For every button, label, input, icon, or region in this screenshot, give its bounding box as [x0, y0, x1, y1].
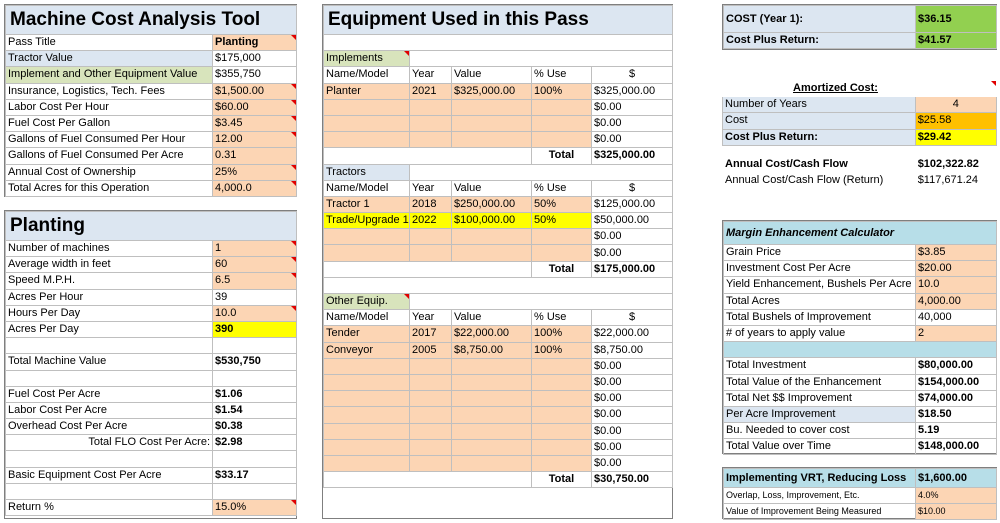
dollars-cell: $8,750.00	[592, 342, 673, 358]
total-machine-value-label: Total Machine Value	[6, 354, 213, 370]
name-input[interactable]: Conveyor	[324, 342, 410, 358]
year-input[interactable]	[410, 99, 452, 115]
hours-per-day-input[interactable]: 10.0	[213, 305, 297, 321]
labor-cost-input[interactable]: $60.00	[213, 99, 297, 115]
use-input[interactable]: 100%	[532, 342, 592, 358]
spacer-row	[324, 35, 673, 51]
implement-row	[324, 132, 673, 148]
return-pct-label: Return %	[6, 500, 213, 516]
use-input[interactable]	[532, 407, 592, 423]
dollars-cell: $0.00	[592, 374, 673, 390]
other-equip-row	[324, 358, 673, 374]
value-improvement-input[interactable]: $10.00	[916, 504, 997, 520]
name-input[interactable]: Tender	[324, 326, 410, 342]
other-total-label: Total	[532, 472, 592, 488]
implement-row	[324, 99, 673, 115]
year-input[interactable]: 2005	[410, 342, 452, 358]
basic-equip-cost-label: Basic Equipment Cost Per Acre	[6, 467, 213, 483]
bu-needed-label: Bu. Needed to cover cost	[724, 423, 916, 439]
value-input[interactable]	[452, 439, 532, 455]
amortized-cpr-label: Cost Plus Return:	[723, 129, 916, 145]
blank-cell	[213, 338, 297, 354]
overlap-loss-label: Overlap, Loss, Improvement, Etc.	[724, 488, 916, 504]
name-input[interactable]: Planter	[324, 83, 410, 99]
planting-title: Planting	[6, 212, 297, 241]
margin-calc-panel	[722, 220, 997, 454]
fuel-per-hour-input[interactable]: 12.00	[213, 132, 297, 148]
dollars-cell: $50,000.00	[592, 213, 673, 229]
year-input[interactable]	[410, 229, 452, 245]
annual-cashflow-value: $102,322.82	[917, 157, 979, 170]
implement-value-cell: $355,750	[213, 67, 297, 83]
amortized-cost-value: $25.58	[915, 113, 996, 129]
use-input[interactable]: 50%	[532, 196, 592, 212]
cost-summary-panel	[722, 4, 997, 50]
spacer-cell	[410, 51, 673, 67]
vrt-title: Implementing VRT, Reducing Loss	[724, 469, 916, 488]
col-header-year: Year	[410, 310, 452, 326]
hours-per-day-label: Hours Per Day	[6, 305, 213, 321]
implements-total-label: Total	[532, 148, 592, 164]
spacer-row	[723, 145, 997, 156]
name-input[interactable]: Trade/Upgrade 1	[324, 213, 410, 229]
total-bushels-value: 40,000	[916, 309, 997, 325]
cost-year1-value: $36.15	[916, 6, 997, 33]
use-input[interactable]	[532, 245, 592, 261]
net-improvement-label: Total Net $$ Improvement	[724, 390, 916, 406]
yield-enhancement-label: Yield Enhancement, Bushels Per Acre	[724, 277, 916, 293]
avg-width-label: Average width in feet	[6, 257, 213, 273]
machine-cost-panel	[4, 4, 297, 197]
spacer-cell	[324, 148, 532, 164]
dollars-cell: $0.00	[592, 439, 673, 455]
margin-total-acres-label: Total Acres	[724, 293, 916, 309]
total-machine-value-cell: $530,750	[213, 354, 297, 370]
value-input[interactable]: $22,000.00	[452, 326, 532, 342]
name-input[interactable]	[324, 132, 410, 148]
year-input[interactable]: 2021	[410, 83, 452, 99]
basic-equip-cost-cell: $33.17	[213, 467, 297, 483]
name-input[interactable]	[324, 374, 410, 390]
col-header-name: Name/Model	[324, 310, 410, 326]
use-input[interactable]	[532, 423, 592, 439]
dollars-cell: $0.00	[592, 391, 673, 407]
other-equip-row	[324, 423, 673, 439]
use-input[interactable]	[532, 115, 592, 131]
avg-width-input[interactable]: 60	[213, 257, 297, 273]
col-header-value: Value	[452, 67, 532, 83]
use-input[interactable]: 100%	[532, 83, 592, 99]
vrt-panel	[722, 467, 997, 519]
tractor-row	[324, 196, 673, 212]
num-years-label: Number of Years	[723, 97, 916, 113]
dollars-cell: $0.00	[592, 407, 673, 423]
blank-row	[6, 451, 213, 467]
acres-per-day-cell: 390	[213, 321, 297, 337]
use-input[interactable]	[532, 99, 592, 115]
col-header-dollars: $	[592, 310, 673, 326]
blank-row	[6, 483, 213, 499]
value-input[interactable]: $8,750.00	[452, 342, 532, 358]
cost-plus-return-label: Cost Plus Return:	[724, 33, 916, 49]
acres-per-hour-label: Acres Per Hour	[6, 289, 213, 305]
year-input[interactable]	[410, 358, 452, 374]
acres-per-day-label: Acres Per Day	[6, 321, 213, 337]
equipment-panel	[322, 4, 673, 519]
other-equip-row	[324, 439, 673, 455]
other-equip-label: Other Equip.	[324, 294, 410, 310]
dollars-cell: $0.00	[592, 423, 673, 439]
col-header-year: Year	[410, 180, 452, 196]
overhead-per-acre-cell: $0.38	[213, 419, 297, 435]
value-input[interactable]	[452, 245, 532, 261]
value-input[interactable]	[452, 407, 532, 423]
bu-needed-value: 5.19	[916, 423, 997, 439]
year-input[interactable]	[410, 115, 452, 131]
use-input[interactable]	[532, 439, 592, 455]
use-input[interactable]	[532, 358, 592, 374]
other-equip-row	[324, 374, 673, 390]
ownership-label: Annual Cost of Ownership	[6, 164, 213, 180]
other-equip-row	[324, 391, 673, 407]
dollars-cell: $0.00	[592, 229, 673, 245]
ownership-input[interactable]: 25%	[213, 164, 297, 180]
value-input[interactable]	[452, 374, 532, 390]
other-equip-row	[324, 326, 673, 342]
implements-label: Implements	[324, 51, 410, 67]
tractors-label: Tractors	[324, 164, 410, 180]
pass-title-label: Pass Title	[6, 35, 213, 51]
implement-row	[324, 83, 673, 99]
year-input[interactable]	[410, 423, 452, 439]
implement-row	[324, 115, 673, 131]
grain-price-input[interactable]: $3.85	[916, 245, 997, 261]
dollars-cell: $0.00	[592, 455, 673, 471]
year-input[interactable]	[410, 132, 452, 148]
investment-cost-label: Investment Cost Per Acre	[724, 261, 916, 277]
use-input[interactable]	[532, 391, 592, 407]
value-input[interactable]: $250,000.00	[452, 196, 532, 212]
speed-input[interactable]: 6.5	[213, 273, 297, 289]
name-input[interactable]	[324, 439, 410, 455]
insurance-input[interactable]: $1,500.00	[213, 83, 297, 99]
flo-cost-label: Total FLO Cost Per Acre:	[6, 435, 213, 451]
fuel-cost-input[interactable]: $3.45	[213, 115, 297, 131]
overhead-per-acre-label: Overhead Cost Per Acre	[6, 419, 213, 435]
name-input[interactable]	[324, 455, 410, 471]
annual-cashflow-label: Annual Cost/Cash Flow	[725, 157, 848, 170]
use-input[interactable]	[532, 374, 592, 390]
blank-row	[6, 370, 213, 386]
years-apply-label: # of years to apply value	[724, 325, 916, 341]
dollars-cell: $0.00	[592, 132, 673, 148]
dollars-cell: $0.00	[592, 245, 673, 261]
insurance-label: Insurance, Logistics, Tech. Fees	[6, 83, 213, 99]
total-acres-label: Total Acres for this Operation	[6, 180, 213, 196]
dollars-cell: $22,000.00	[592, 326, 673, 342]
labor-per-acre-cell: $1.54	[213, 402, 297, 418]
value-input[interactable]	[452, 358, 532, 374]
blank-cell	[213, 451, 297, 467]
use-input[interactable]	[532, 455, 592, 471]
planting-panel	[4, 210, 297, 519]
margin-calc-title: Margin Enhancement Calculator	[724, 222, 997, 245]
name-input[interactable]	[324, 423, 410, 439]
col-header-use: % Use	[532, 180, 592, 196]
amortized-cost-label: Cost	[723, 113, 916, 129]
col-header-dollars: $	[592, 67, 673, 83]
total-acres-input[interactable]: 4,000.0	[213, 180, 297, 196]
implements-total-value: $325,000.00	[592, 148, 673, 164]
col-header-year: Year	[410, 67, 452, 83]
value-input[interactable]	[452, 423, 532, 439]
overlap-loss-input[interactable]: 4.0%	[916, 488, 997, 504]
tractor-row	[324, 213, 673, 229]
dollars-cell: $0.00	[592, 99, 673, 115]
tractor-row	[324, 229, 673, 245]
grain-price-label: Grain Price	[724, 245, 916, 261]
col-header-name: Name/Model	[324, 180, 410, 196]
col-header-name: Name/Model	[324, 67, 410, 83]
yield-enhancement-input[interactable]: 10.0	[916, 277, 997, 293]
return-pct-input[interactable]: 15.0%	[213, 500, 297, 516]
fuel-per-acre-label: Gallons of Fuel Consumed Per Acre	[6, 148, 213, 164]
year-input[interactable]	[410, 455, 452, 471]
year-input[interactable]	[410, 374, 452, 390]
year-input[interactable]	[410, 439, 452, 455]
value-input[interactable]: $325,000.00	[452, 83, 532, 99]
dollars-cell: $0.00	[592, 115, 673, 131]
labor-per-acre-label: Labor Cost Per Acre	[6, 402, 213, 418]
margin-divider	[724, 342, 997, 358]
name-input[interactable]	[324, 229, 410, 245]
value-input[interactable]	[452, 99, 532, 115]
years-apply-input[interactable]: 2	[916, 325, 997, 341]
name-input[interactable]	[324, 358, 410, 374]
name-input[interactable]	[324, 391, 410, 407]
spacer-cell	[324, 472, 532, 488]
value-input[interactable]	[452, 115, 532, 131]
amortized-title: Amortized Cost:	[723, 81, 997, 97]
num-machines-input[interactable]: 1	[213, 241, 297, 257]
col-header-value: Value	[452, 310, 532, 326]
name-input[interactable]	[324, 245, 410, 261]
value-over-time-value: $148,000.00	[916, 439, 997, 455]
investment-cost-input[interactable]: $20.00	[916, 261, 997, 277]
total-bushels-label: Total Bushels of Improvement	[724, 309, 916, 325]
col-header-dollars: $	[592, 180, 673, 196]
spacer-cell	[410, 164, 673, 180]
fuel-per-acre-input[interactable]: 0.31	[213, 148, 297, 164]
year-input[interactable]: 2017	[410, 326, 452, 342]
tractors-total-value: $175,000.00	[592, 261, 673, 277]
dollars-cell: $325,000.00	[592, 83, 673, 99]
year-input[interactable]	[410, 407, 452, 423]
value-input[interactable]	[452, 391, 532, 407]
tractor-value-cell: $175,000	[213, 51, 297, 67]
other-equip-row	[324, 407, 673, 423]
total-enhancement-label: Total Value of the Enhancement	[724, 374, 916, 390]
num-years-input[interactable]: 4	[915, 97, 996, 113]
per-acre-improvement-value: $18.50	[916, 406, 997, 422]
blank-row	[6, 338, 213, 354]
blank-cell	[213, 483, 297, 499]
value-improvement-label: Value of Improvement Being Measured	[724, 504, 916, 520]
spacer-row	[324, 277, 673, 293]
use-input[interactable]: 50%	[532, 213, 592, 229]
cost-plus-return-value: $41.57	[916, 33, 997, 49]
blank-cell	[213, 370, 297, 386]
value-input[interactable]: $100,000.00	[452, 213, 532, 229]
total-investment-label: Total Investment	[724, 358, 916, 374]
implement-value-label: Implement and Other Equipment Value	[6, 67, 213, 83]
speed-label: Speed M.P.H.	[6, 273, 213, 289]
amortized-cpr-value: $29.42	[915, 129, 996, 145]
use-input[interactable]	[532, 132, 592, 148]
year-input[interactable]	[410, 245, 452, 261]
machine-cost-title: Machine Cost Analysis Tool	[6, 6, 297, 35]
tractor-value-label: Tractor Value	[6, 51, 213, 67]
col-header-use: % Use	[532, 67, 592, 83]
dollars-cell: $125,000.00	[592, 196, 673, 212]
use-input[interactable]: 100%	[532, 326, 592, 342]
dollars-cell: $0.00	[592, 358, 673, 374]
spacer-cell	[410, 294, 673, 310]
use-input[interactable]	[532, 229, 592, 245]
value-input[interactable]	[452, 455, 532, 471]
spacer-cell	[324, 261, 532, 277]
equipment-title: Equipment Used in this Pass	[324, 6, 673, 35]
pass-title-input[interactable]: Planting	[213, 35, 297, 51]
vrt-title-value: $1,600.00	[916, 469, 997, 488]
fuel-per-hour-label: Gallons of Fuel Consumed Per Hour	[6, 132, 213, 148]
year-input[interactable]: 2022	[410, 213, 452, 229]
total-enhancement-value: $154,000.00	[916, 374, 997, 390]
name-input[interactable]: Tractor 1	[324, 196, 410, 212]
labor-cost-label: Labor Cost Per Hour	[6, 99, 213, 115]
num-machines-label: Number of machines	[6, 241, 213, 257]
fuel-per-acre-cost-label: Fuel Cost Per Acre	[6, 386, 213, 402]
annual-cashflow-return-label: Annual Cost/Cash Flow (Return)	[725, 174, 884, 187]
other-equip-row	[324, 342, 673, 358]
per-acre-improvement-label: Per Acre Improvement	[724, 406, 916, 422]
annual-cashflow-return-value: $117,671.24	[917, 174, 979, 187]
tractor-row	[324, 245, 673, 261]
tractors-total-label: Total	[532, 261, 592, 277]
col-header-use: % Use	[532, 310, 592, 326]
name-input[interactable]	[324, 407, 410, 423]
cost-year1-label: COST (Year 1):	[724, 6, 916, 33]
value-input[interactable]	[452, 132, 532, 148]
other-total-value: $30,750.00	[592, 472, 673, 488]
name-input[interactable]	[324, 99, 410, 115]
flo-cost-cell: $2.98	[213, 435, 297, 451]
value-input[interactable]	[452, 229, 532, 245]
value-over-time-label: Total Value over Time	[724, 439, 916, 455]
amortized-panel	[722, 80, 997, 189]
other-equip-row	[324, 455, 673, 471]
net-improvement-value: $74,000.00	[916, 390, 997, 406]
col-header-value: Value	[452, 180, 532, 196]
fuel-cost-label: Fuel Cost Per Gallon	[6, 115, 213, 131]
fuel-per-acre-cost-cell: $1.06	[213, 386, 297, 402]
margin-total-acres-input[interactable]: 4,000.00	[916, 293, 997, 309]
acres-per-hour-cell: 39	[213, 289, 297, 305]
year-input[interactable]	[410, 391, 452, 407]
name-input[interactable]	[324, 115, 410, 131]
total-investment-value: $80,000.00	[916, 358, 997, 374]
year-input[interactable]: 2018	[410, 196, 452, 212]
